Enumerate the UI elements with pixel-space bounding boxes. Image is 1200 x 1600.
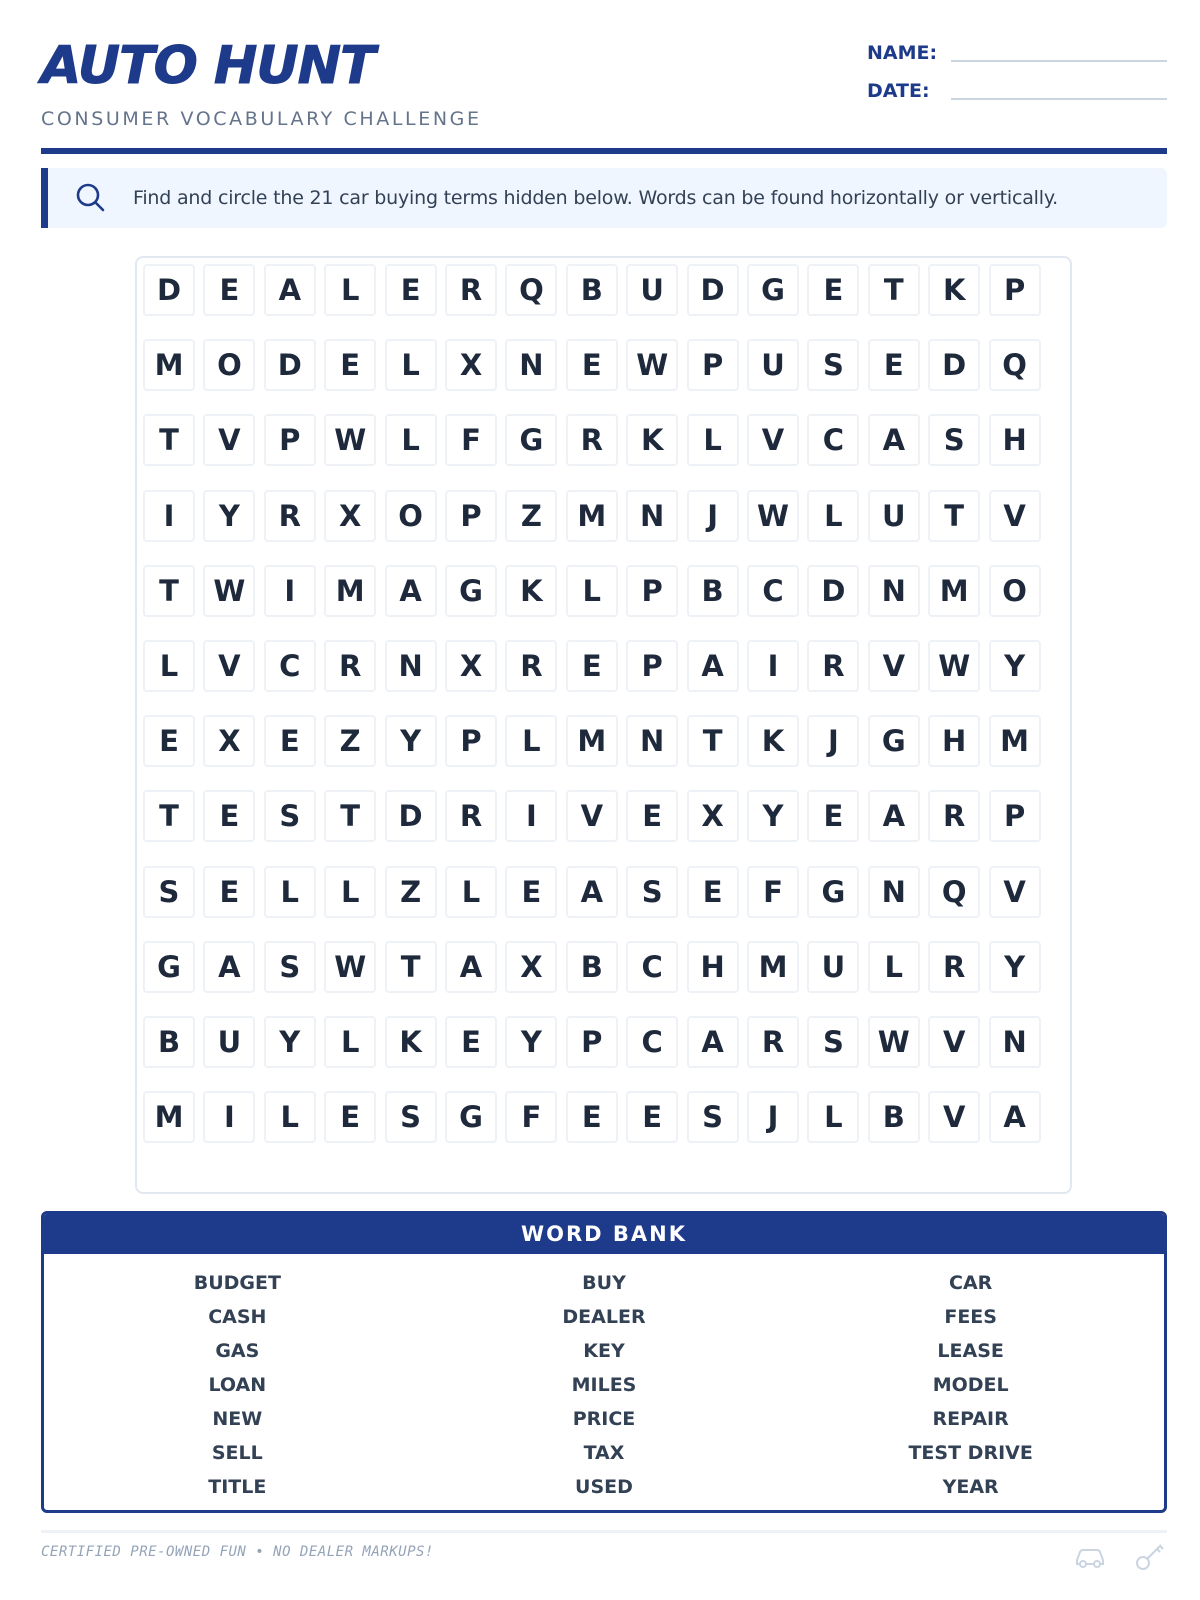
grid-letter[interactable]: S [264, 941, 316, 993]
grid-letter[interactable]: E [566, 339, 618, 391]
grid-letter[interactable]: K [505, 565, 557, 617]
grid-letter[interactable]: L [324, 866, 376, 918]
grid-letter[interactable]: Y [747, 790, 799, 842]
grid-letter[interactable]: Q [505, 264, 557, 316]
grid-letter[interactable]: V [928, 1016, 980, 1068]
grid-letter[interactable]: F [747, 866, 799, 918]
grid-letter[interactable]: S [687, 1091, 739, 1143]
grid-letter[interactable]: V [928, 1091, 980, 1143]
grid-letter[interactable]: A [868, 790, 920, 842]
grid-letter[interactable]: S [807, 1016, 859, 1068]
grid-letter[interactable]: W [747, 490, 799, 542]
grid-letter[interactable]: L [566, 565, 618, 617]
grid-letter[interactable]: E [566, 1091, 618, 1143]
header-divider [41, 148, 1167, 154]
grid-letter[interactable]: E [324, 1091, 376, 1143]
grid-letter[interactable]: J [807, 715, 859, 767]
grid-letter[interactable]: A [385, 565, 437, 617]
grid-letter[interactable]: R [928, 941, 980, 993]
grid-letter[interactable]: B [566, 264, 618, 316]
car-icon [1072, 1538, 1108, 1574]
grid-letter[interactable]: B [868, 1091, 920, 1143]
grid-letter[interactable]: N [868, 565, 920, 617]
grid-letter[interactable]: I [203, 1091, 255, 1143]
grid-letter[interactable]: L [687, 414, 739, 466]
grid-letter[interactable]: H [989, 414, 1041, 466]
grid-letter[interactable]: T [928, 490, 980, 542]
grid-letter[interactable]: Q [989, 339, 1041, 391]
grid-letter[interactable]: X [505, 941, 557, 993]
grid-letter[interactable]: T [324, 790, 376, 842]
grid-letter[interactable]: R [566, 414, 618, 466]
grid-letter[interactable]: T [868, 264, 920, 316]
grid-letter[interactable]: G [445, 565, 497, 617]
grid-letter[interactable]: M [143, 1091, 195, 1143]
grid-letter[interactable]: N [868, 866, 920, 918]
name-label: NAME: [867, 42, 938, 64]
grid-letter[interactable]: S [385, 1091, 437, 1143]
grid-letter[interactable]: S [807, 339, 859, 391]
grid-letter[interactable]: C [747, 565, 799, 617]
grid-letter[interactable]: E [868, 339, 920, 391]
grid-letter[interactable]: A [566, 866, 618, 918]
footer-tagline: CERTIFIED PRE-OWNED FUN • NO DEALER MARKUPS! [41, 1544, 434, 1560]
grid-letter[interactable]: X [687, 790, 739, 842]
student-info [867, 40, 1167, 116]
grid-letter[interactable]: E [807, 790, 859, 842]
grid-letter[interactable]: P [566, 1016, 618, 1068]
page-title: AUTO HUNT [41, 36, 375, 96]
grid-letter[interactable]: U [807, 941, 859, 993]
grid-letter[interactable]: G [747, 264, 799, 316]
grid-letter[interactable]: B [143, 1016, 195, 1068]
grid-letter[interactable]: R [747, 1016, 799, 1068]
footer-icons [1072, 1538, 1168, 1574]
grid-letter[interactable]: U [626, 264, 678, 316]
grid-letter[interactable]: W [324, 414, 376, 466]
word-bank [41, 1211, 1167, 1513]
grid-letter[interactable]: N [385, 640, 437, 692]
grid-letter[interactable]: Y [385, 715, 437, 767]
grid-letter[interactable]: S [626, 866, 678, 918]
grid-letter[interactable]: P [445, 715, 497, 767]
grid-letter[interactable]: L [807, 490, 859, 542]
grid-letter[interactable]: T [143, 565, 195, 617]
grid-letter[interactable]: E [385, 264, 437, 316]
word-search-grid [135, 256, 1072, 1194]
grid-letter[interactable]: M [928, 565, 980, 617]
grid-letter[interactable]: Y [264, 1016, 316, 1068]
grid-letter[interactable]: M [566, 490, 618, 542]
grid-letter[interactable]: G [807, 866, 859, 918]
grid-letter[interactable]: W [324, 941, 376, 993]
grid-letter[interactable]: K [747, 715, 799, 767]
grid-letter[interactable]: E [264, 715, 316, 767]
grid-letter[interactable]: R [445, 790, 497, 842]
grid-letter[interactable]: S [143, 866, 195, 918]
word-bank-title: WORD BANK [44, 1214, 1164, 1254]
grid-letter[interactable]: W [928, 640, 980, 692]
word-bank-item: MODEL [932, 1374, 1009, 1396]
grid-letter[interactable]: J [687, 490, 739, 542]
grid-letter[interactable]: E [626, 1091, 678, 1143]
grid-letter[interactable]: P [989, 264, 1041, 316]
grid-letter[interactable]: L [324, 264, 376, 316]
grid-letter[interactable]: S [264, 790, 316, 842]
grid-letter[interactable]: P [445, 490, 497, 542]
grid-letter[interactable]: Z [505, 490, 557, 542]
grid-letter[interactable]: A [264, 264, 316, 316]
grid-letter[interactable]: E [626, 790, 678, 842]
grid-letter[interactable]: E [203, 264, 255, 316]
word-bank-item: TITLE [208, 1476, 267, 1498]
grid-letter[interactable]: D [143, 264, 195, 316]
grid-letter[interactable]: C [626, 941, 678, 993]
grid-letter[interactable]: R [445, 264, 497, 316]
word-bank-item: YEAR [942, 1476, 999, 1498]
grid-letter[interactable]: N [626, 715, 678, 767]
grid-letter[interactable]: C [264, 640, 316, 692]
page-subtitle: CONSUMER VOCABULARY CHALLENGE [41, 108, 482, 130]
grid-letter[interactable]: Y [505, 1016, 557, 1068]
grid-letter[interactable]: G [505, 414, 557, 466]
footer-divider [41, 1530, 1167, 1533]
grid-letter[interactable]: L [807, 1091, 859, 1143]
grid-letter[interactable]: U [747, 339, 799, 391]
grid-letter[interactable]: N [505, 339, 557, 391]
grid-letter[interactable]: F [505, 1091, 557, 1143]
grid-letter[interactable]: P [626, 640, 678, 692]
grid-letter[interactable]: A [989, 1091, 1041, 1143]
grid-letter[interactable]: V [203, 640, 255, 692]
grid-letter[interactable]: M [324, 565, 376, 617]
grid-letter[interactable]: D [807, 565, 859, 617]
grid-letter[interactable]: D [928, 339, 980, 391]
grid-letter[interactable]: I [264, 565, 316, 617]
grid-letter[interactable]: A [203, 941, 255, 993]
date-label: DATE: [867, 80, 930, 102]
grid-letter[interactable]: U [868, 490, 920, 542]
grid-letter[interactable]: S [928, 414, 980, 466]
grid-letter[interactable]: O [989, 565, 1041, 617]
grid-letter[interactable]: T [143, 414, 195, 466]
grid-letter[interactable]: X [324, 490, 376, 542]
word-bank-item: REPAIR [932, 1408, 1009, 1430]
grid-letter[interactable]: G [868, 715, 920, 767]
grid-letter[interactable]: V [747, 414, 799, 466]
grid-letter[interactable]: O [385, 490, 437, 542]
word-bank-item: BUDGET [193, 1272, 281, 1294]
grid-letter[interactable]: E [807, 264, 859, 316]
grid-letter[interactable]: Z [324, 715, 376, 767]
grid-letter[interactable]: E [566, 640, 618, 692]
grid-letter[interactable]: D [687, 264, 739, 316]
grid-letter[interactable]: E [505, 866, 557, 918]
grid-letter[interactable]: W [203, 565, 255, 617]
grid-letter[interactable]: H [928, 715, 980, 767]
grid-letter[interactable]: T [385, 941, 437, 993]
grid-letter[interactable]: E [445, 1016, 497, 1068]
word-bank-list [44, 1254, 1164, 1504]
grid-letter[interactable]: Z [385, 866, 437, 918]
grid-letter[interactable]: R [928, 790, 980, 842]
grid-letter[interactable]: C [807, 414, 859, 466]
grid-letter[interactable]: M [747, 941, 799, 993]
grid-letter[interactable]: Q [928, 866, 980, 918]
word-bank-item: LEASE [937, 1340, 1004, 1362]
word-bank-item: PRICE [572, 1408, 636, 1430]
grid-letter[interactable]: G [445, 1091, 497, 1143]
grid-letter[interactable]: I [747, 640, 799, 692]
date-field[interactable] [951, 98, 1167, 100]
grid-letter[interactable]: D [385, 790, 437, 842]
word-bank-item: SELL [211, 1442, 263, 1464]
grid-letter[interactable]: Y [989, 640, 1041, 692]
word-bank-item: BUY [582, 1272, 626, 1294]
grid-letter[interactable]: J [747, 1091, 799, 1143]
grid-letter[interactable]: L [264, 866, 316, 918]
name-field[interactable] [951, 60, 1167, 62]
grid-letter[interactable]: R [505, 640, 557, 692]
word-bank-item: TAX [583, 1442, 625, 1464]
grid-letter[interactable]: Y [989, 941, 1041, 993]
header [41, 38, 1167, 158]
grid-letter[interactable]: R [324, 640, 376, 692]
grid-letter[interactable]: B [566, 941, 618, 993]
word-bank-item: CASH [208, 1306, 267, 1328]
grid-letter[interactable]: T [143, 790, 195, 842]
grid-letter[interactable]: F [445, 414, 497, 466]
instructions-text: Find and circle the 21 car buying terms hidden below. Words can be found horizontally or vertically. [133, 187, 1059, 209]
grid-letter[interactable]: P [264, 414, 316, 466]
grid-letter[interactable]: R [264, 490, 316, 542]
key-icon [1132, 1538, 1168, 1574]
grid-letter[interactable]: L [385, 414, 437, 466]
grid-letter[interactable]: H [687, 941, 739, 993]
grid-letter[interactable]: C [626, 1016, 678, 1068]
grid-letter[interactable]: E [687, 866, 739, 918]
grid-letter[interactable]: N [989, 1016, 1041, 1068]
grid-letter[interactable]: W [626, 339, 678, 391]
grid-letter[interactable]: K [626, 414, 678, 466]
grid-letter[interactable]: I [143, 490, 195, 542]
word-bank-item: KEY [583, 1340, 625, 1362]
grid-letter[interactable]: M [143, 339, 195, 391]
grid-letter[interactable]: X [203, 715, 255, 767]
grid-letter[interactable]: E [203, 866, 255, 918]
grid-letter[interactable]: L [143, 640, 195, 692]
grid-letter[interactable]: V [868, 640, 920, 692]
grid-letter[interactable]: L [445, 866, 497, 918]
grid-letter[interactable]: V [203, 414, 255, 466]
grid-letter[interactable]: I [505, 790, 557, 842]
word-bank-item: USED [575, 1476, 633, 1498]
grid-letter[interactable]: E [203, 790, 255, 842]
grid-letter[interactable]: T [687, 715, 739, 767]
instructions-banner [41, 168, 1167, 228]
grid-letter[interactable]: L [385, 339, 437, 391]
word-bank-item: MILES [571, 1374, 637, 1396]
word-bank-item: CAR [949, 1272, 993, 1294]
grid-letter[interactable]: Y [203, 490, 255, 542]
grid-letter[interactable]: A [445, 941, 497, 993]
name-row [867, 40, 1167, 64]
grid-letter[interactable]: P [687, 339, 739, 391]
grid-letter[interactable]: A [868, 414, 920, 466]
grid-letter[interactable]: V [989, 866, 1041, 918]
grid-letter[interactable]: X [445, 640, 497, 692]
grid-letter[interactable]: D [264, 339, 316, 391]
grid-letter[interactable]: L [868, 941, 920, 993]
word-bank-item: GAS [215, 1340, 260, 1362]
word-bank-item: TEST DRIVE [908, 1442, 1033, 1464]
grid-letter[interactable]: N [626, 490, 678, 542]
word-bank-item: LOAN [208, 1374, 267, 1396]
grid-letter[interactable]: A [687, 1016, 739, 1068]
grid-letter[interactable]: M [566, 715, 618, 767]
grid-letter[interactable]: M [989, 715, 1041, 767]
word-bank-item: FEES [944, 1306, 997, 1328]
grid-letter[interactable]: U [203, 1016, 255, 1068]
grid-letter[interactable]: V [989, 490, 1041, 542]
grid-letter[interactable]: A [687, 640, 739, 692]
grid-letter[interactable]: K [385, 1016, 437, 1068]
grid-letter[interactable]: L [505, 715, 557, 767]
grid-letter[interactable]: K [928, 264, 980, 316]
word-bank-item: NEW [212, 1408, 263, 1430]
grid-letter[interactable]: P [626, 565, 678, 617]
search-icon [73, 180, 109, 216]
grid-letter[interactable]: R [807, 640, 859, 692]
word-bank-item: DEALER [562, 1306, 646, 1328]
date-row [867, 78, 1167, 102]
grid-letter[interactable]: W [868, 1016, 920, 1068]
grid-letter[interactable]: X [445, 339, 497, 391]
grid-letter[interactable]: G [143, 941, 195, 993]
grid-letter[interactable]: E [143, 715, 195, 767]
grid-letter[interactable]: L [324, 1016, 376, 1068]
grid-letter[interactable]: L [264, 1091, 316, 1143]
grid-letter[interactable]: B [687, 565, 739, 617]
grid-letter[interactable]: O [203, 339, 255, 391]
grid-letter[interactable]: E [324, 339, 376, 391]
grid-letter[interactable]: P [989, 790, 1041, 842]
grid-letter[interactable]: V [566, 790, 618, 842]
